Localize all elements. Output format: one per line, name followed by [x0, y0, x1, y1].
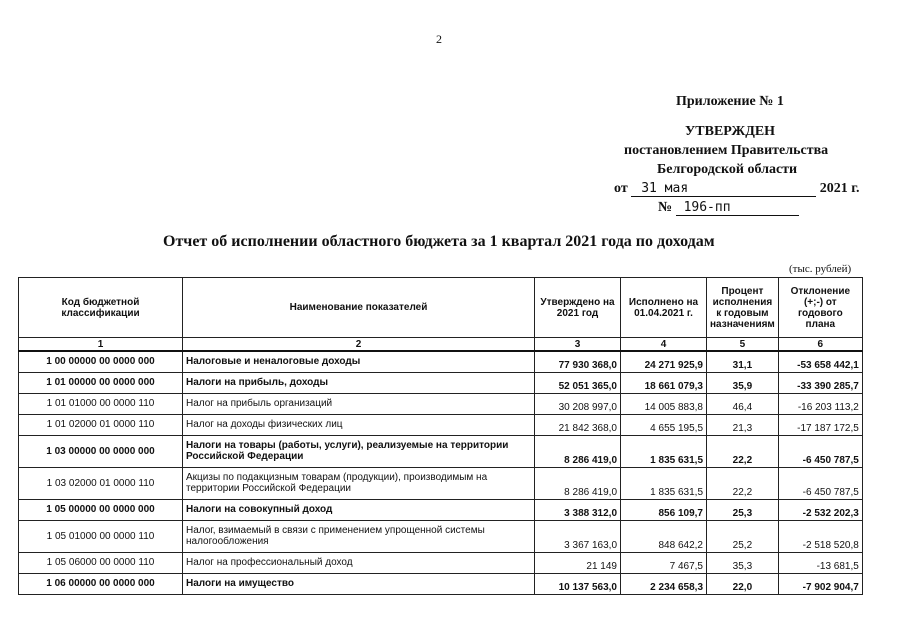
row-name: Налоги на товары (работы, услуги), реализуемые на территории Российской Федерации [183, 435, 535, 467]
date-prefix: от [614, 181, 628, 196]
approved-heading: УТВЕРЖДЕН [685, 124, 776, 139]
col-header: Исполнено на 01.04.2021 г. [621, 278, 707, 338]
col-header: Утверждено на 2021 год [535, 278, 621, 338]
row-deviation: -33 390 285,7 [778, 372, 862, 393]
row-code: 1 01 00000 00 0000 000 [19, 372, 183, 393]
col-header: Процент исполнения к годовым назначениям [707, 278, 779, 338]
table-row [19, 435, 863, 467]
row-deviation: -13 681,5 [778, 552, 862, 573]
row-deviation: -2 518 520,8 [778, 520, 862, 552]
row-name: Акцизы по подакцизным товарам (продукции), производимым на территории Российской Федерации [183, 467, 535, 499]
row-percent: 31,1 [707, 351, 779, 372]
row-code: 1 03 00000 00 0000 000 [19, 435, 183, 467]
row-deviation: -16 203 113,2 [778, 393, 862, 414]
table-row [19, 552, 863, 573]
revenue-table [18, 277, 863, 595]
table-row [19, 520, 863, 552]
row-approved: 10 137 563,0 [535, 573, 621, 594]
row-executed: 2 234 658,3 [621, 573, 707, 594]
handwritten-number: 196-пп [676, 200, 799, 216]
row-name: Налог на доходы физических лиц [183, 414, 535, 435]
col-number: 3 [535, 338, 621, 352]
row-approved: 21 842 368,0 [535, 414, 621, 435]
row-percent: 22,2 [707, 467, 779, 499]
col-number: 2 [183, 338, 535, 352]
region: Белгородской области [657, 162, 798, 177]
row-percent: 46,4 [707, 393, 779, 414]
row-deviation: -6 450 787,5 [778, 435, 862, 467]
row-deviation: -53 658 442,1 [778, 351, 862, 372]
number-line [658, 200, 799, 216]
row-approved: 8 286 419,0 [535, 467, 621, 499]
report-title: Отчет об исполнении областного бюджета за 1 квартал 2021 года по доходам [163, 233, 715, 250]
row-percent: 22,2 [707, 435, 779, 467]
units-note: (тыс. рублей) [789, 263, 852, 275]
row-executed: 18 661 079,3 [621, 372, 707, 393]
col-number: 5 [707, 338, 779, 352]
row-name: Налоговые и неналоговые доходы [183, 351, 535, 372]
row-code: 1 06 00000 00 0000 000 [19, 573, 183, 594]
row-percent: 25,3 [707, 499, 779, 520]
row-name: Налоги на прибыль, доходы [183, 372, 535, 393]
row-percent: 22,0 [707, 573, 779, 594]
row-name: Налог на профессиональный доход [183, 552, 535, 573]
row-executed: 848 642,2 [621, 520, 707, 552]
column-number-row [19, 338, 863, 352]
row-executed: 7 467,5 [621, 552, 707, 573]
appendix-label: Приложение № 1 [676, 94, 784, 109]
header-row [19, 278, 863, 338]
table-row [19, 372, 863, 393]
row-name: Налог на прибыль организаций [183, 393, 535, 414]
row-code: 1 03 02000 01 0000 110 [19, 467, 183, 499]
row-executed: 856 109,7 [621, 499, 707, 520]
col-header: Отклонение (+;-) от годового плана [778, 278, 862, 338]
row-code: 1 05 06000 00 0000 110 [19, 552, 183, 573]
row-deviation: -17 187 172,5 [778, 414, 862, 435]
col-header: Код бюджетной классификации [19, 278, 183, 338]
row-executed: 24 271 925,9 [621, 351, 707, 372]
number-prefix: № [658, 200, 673, 215]
table-row [19, 467, 863, 499]
col-header: Наименование показателей [183, 278, 535, 338]
col-number: 1 [19, 338, 183, 352]
table-body [19, 351, 863, 594]
date-line [614, 181, 859, 197]
page-number: 2 [436, 32, 442, 46]
table-row [19, 351, 863, 372]
row-executed: 1 835 631,5 [621, 435, 707, 467]
row-code: 1 01 01000 00 0000 110 [19, 393, 183, 414]
table-row [19, 573, 863, 594]
row-executed: 14 005 883,8 [621, 393, 707, 414]
table-row [19, 499, 863, 520]
col-number: 4 [621, 338, 707, 352]
row-percent: 25,2 [707, 520, 779, 552]
row-name: Налог, взимаемый в связи с применением упрощенной системы налогообложения [183, 520, 535, 552]
row-percent: 21,3 [707, 414, 779, 435]
row-approved: 3 367 163,0 [535, 520, 621, 552]
row-code: 1 00 00000 00 0000 000 [19, 351, 183, 372]
row-name: Налоги на имущество [183, 573, 535, 594]
row-approved: 52 051 365,0 [535, 372, 621, 393]
year: 2021 г. [819, 181, 860, 196]
row-code: 1 05 01000 00 0000 110 [19, 520, 183, 552]
row-code: 1 05 00000 00 0000 000 [19, 499, 183, 520]
row-approved: 8 286 419,0 [535, 435, 621, 467]
row-approved: 21 149 [535, 552, 621, 573]
table-row [19, 393, 863, 414]
col-number: 6 [778, 338, 862, 352]
row-deviation: -7 902 904,7 [778, 573, 862, 594]
row-deviation: -6 450 787,5 [778, 467, 862, 499]
row-executed: 1 835 631,5 [621, 467, 707, 499]
row-percent: 35,9 [707, 372, 779, 393]
row-deviation: -2 532 202,3 [778, 499, 862, 520]
row-executed: 4 655 195,5 [621, 414, 707, 435]
handwritten-date: 31 мая [631, 181, 816, 197]
approved-by: постановлением Правительства [624, 143, 829, 158]
row-name: Налоги на совокупный доход [183, 499, 535, 520]
row-code: 1 01 02000 01 0000 110 [19, 414, 183, 435]
row-approved: 3 388 312,0 [535, 499, 621, 520]
row-approved: 77 930 368,0 [535, 351, 621, 372]
table-row [19, 414, 863, 435]
row-percent: 35,3 [707, 552, 779, 573]
row-approved: 30 208 997,0 [535, 393, 621, 414]
